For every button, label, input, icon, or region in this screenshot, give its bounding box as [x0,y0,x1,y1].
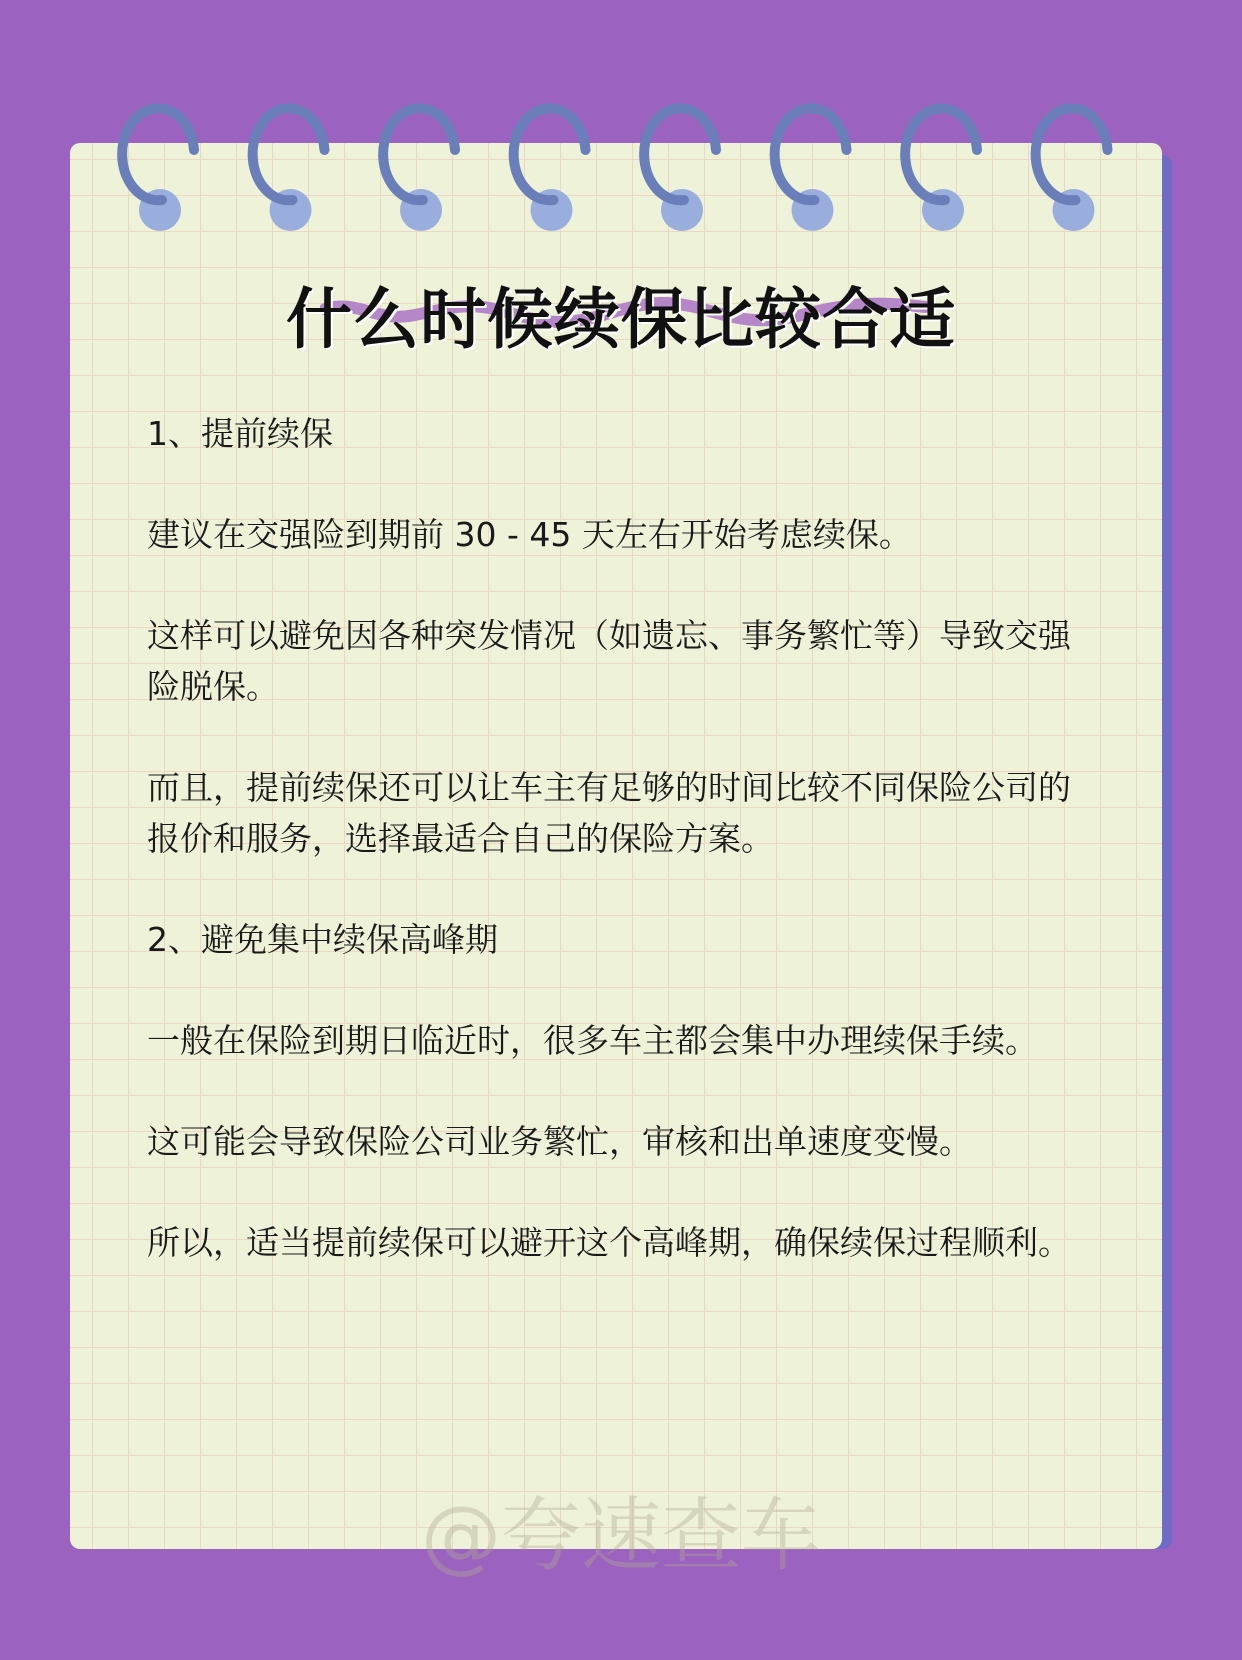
watermark: @夸速查车 [421,1489,821,1582]
page-title: 什么时候续保比较合适 [286,281,956,359]
paragraph-slow-processing: 这可能会导致保险公司业务繁忙，审核和出单速度变慢。 [147,1122,972,1161]
paragraph-suggestion: 建议在交强险到期前 30 - 45 天左右开始考虑续保。 [147,515,912,554]
paragraph-compare-quotes: 而且，提前续保还可以让车主有足够的时间比较不同保险公司的报价和服务，选择最适合自己的保险方案。 [147,768,1071,858]
article-body [147,408,1092,1318]
paragraph-avoid-lapse: 这样可以避免因各种突发情况（如遗忘、事务繁忙等）导致交强险脱保。 [147,616,1071,706]
paragraph-peak-renewal: 一般在保险到期日临近时，很多车主都会集中办理续保手续。 [147,1021,1038,1060]
section-heading-peak-period: 2、避免集中续保高峰期 [147,920,498,959]
paragraph-conclusion: 所以，适当提前续保可以避开这个高峰期，确保续保过程顺利。 [147,1223,1071,1262]
section-heading-early-renewal: 1、提前续保 [147,414,333,453]
